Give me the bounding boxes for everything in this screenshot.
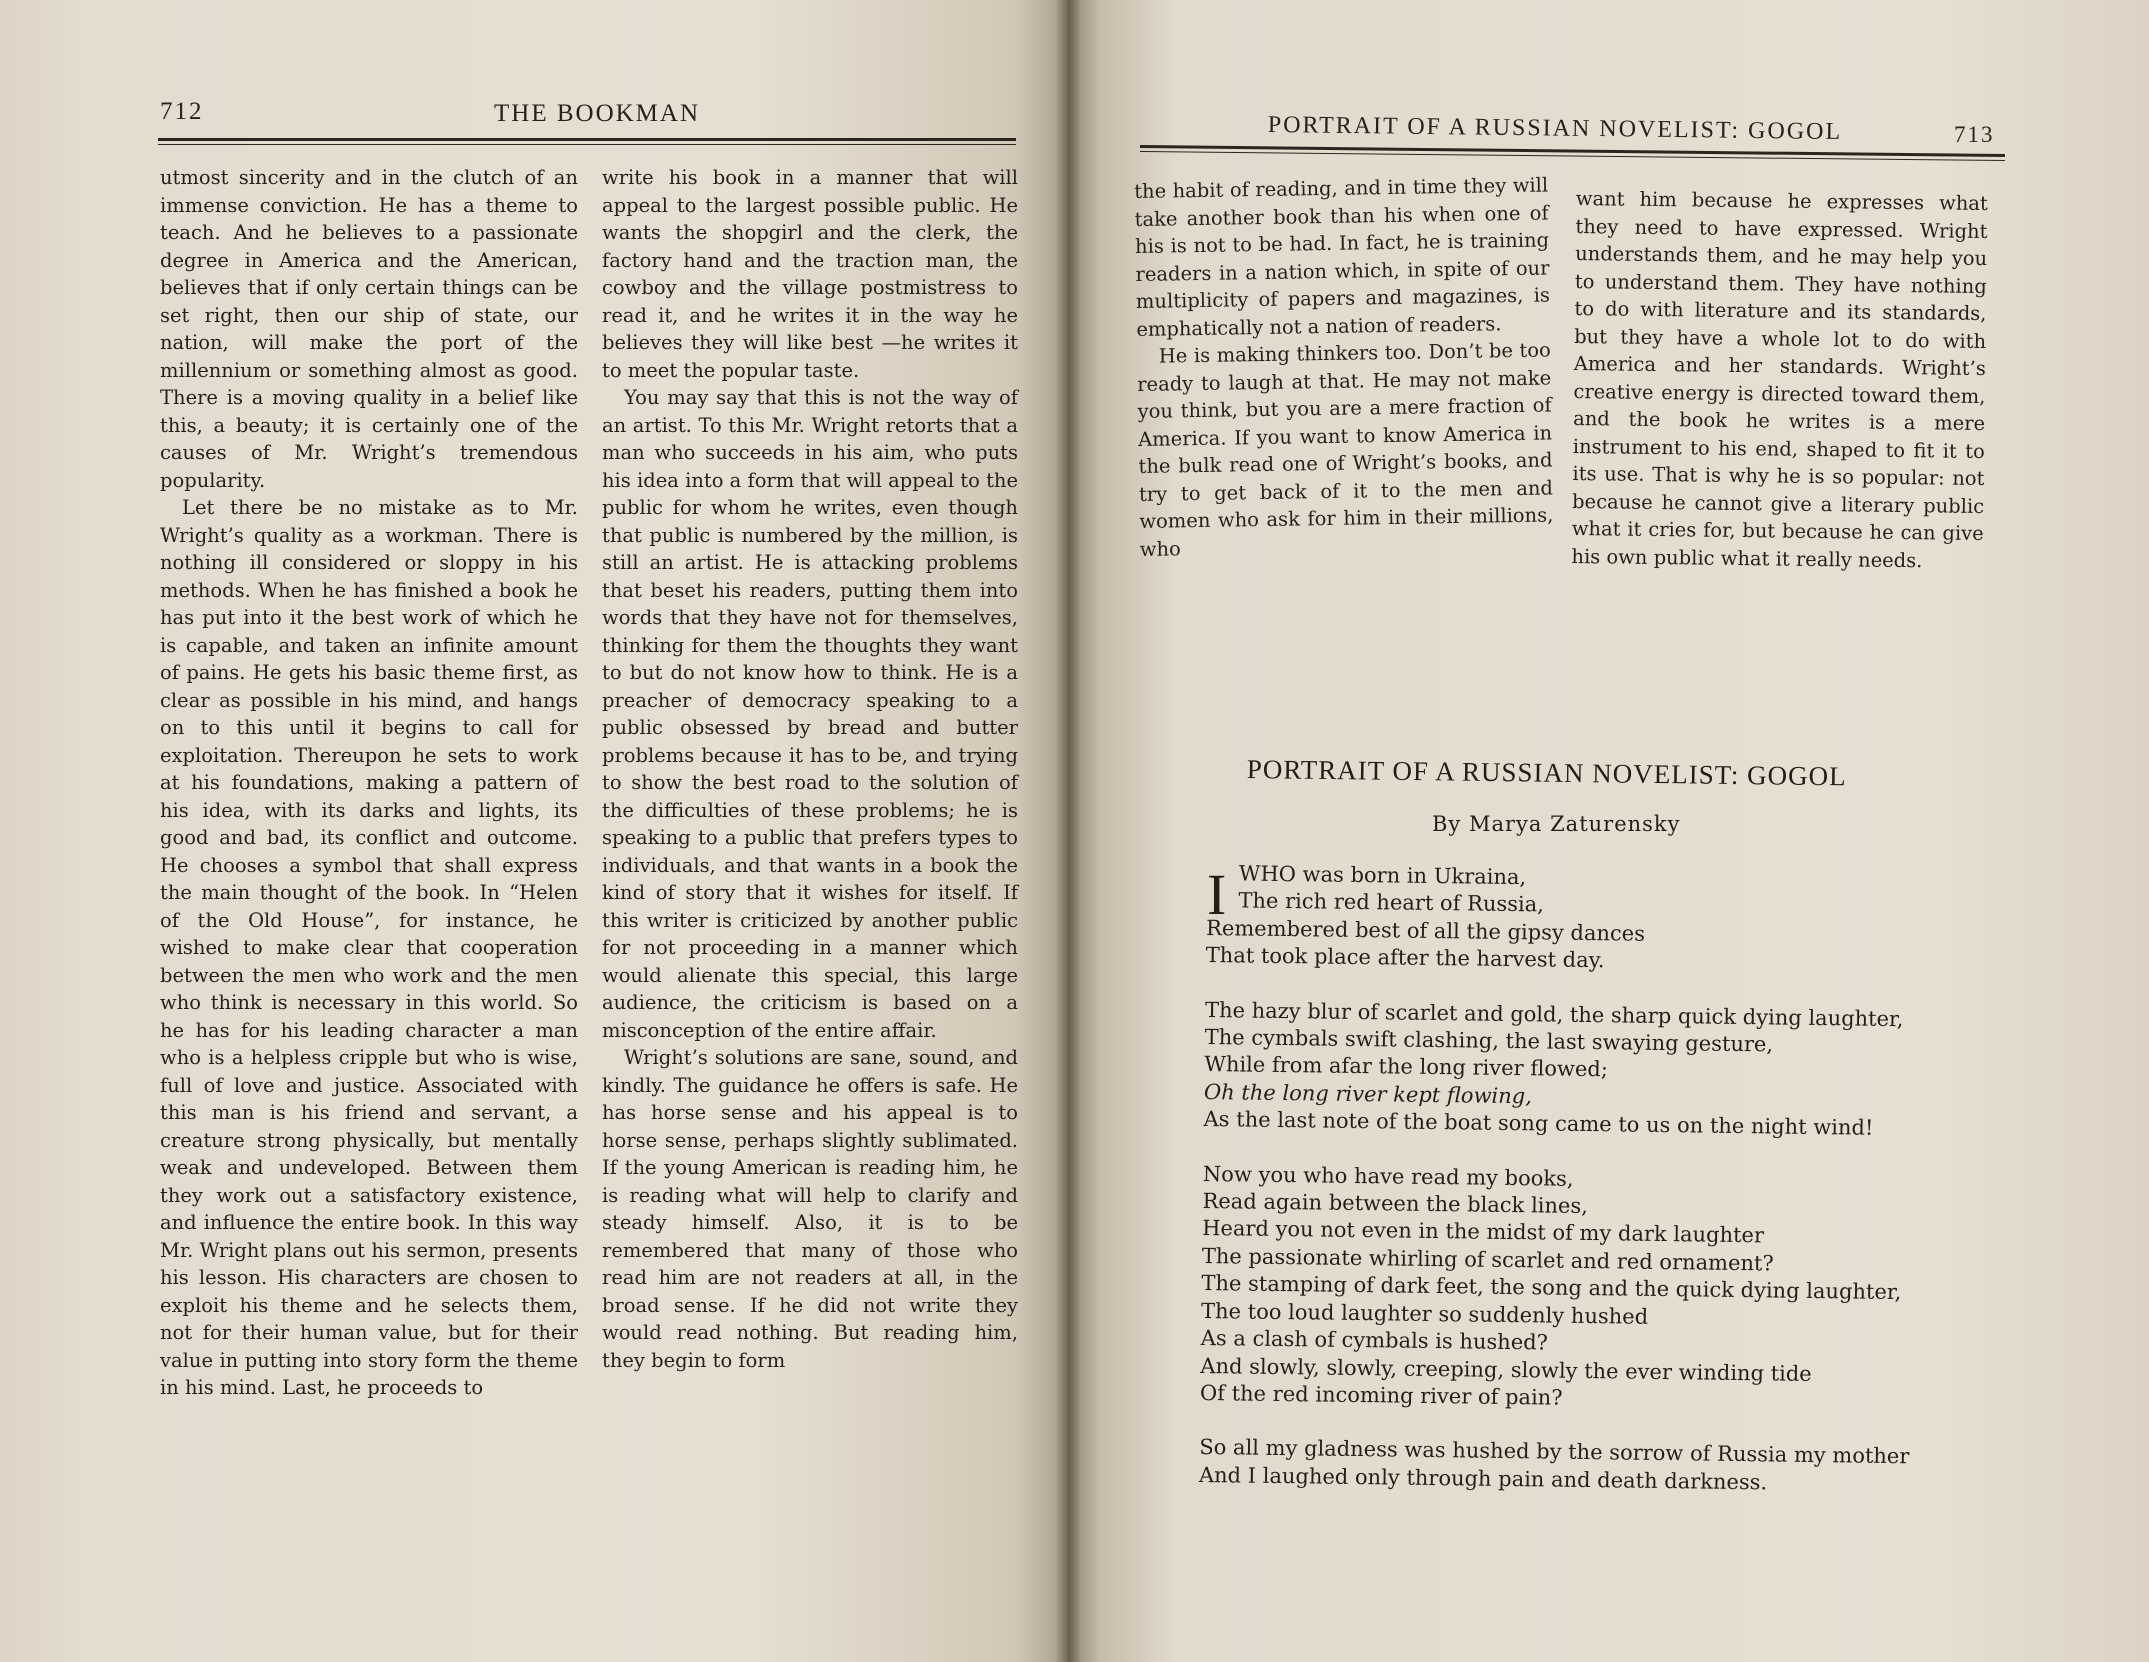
poem-line: Remembered best of all the gipsy dances	[1205, 915, 1646, 946]
paragraph: the habit of reading, and in time they will take another book than his when one of his is not to be had. In fact, he is training readers in a nation which, in spite of our multiplicity of papers and magazines, is emphatically not a nation of readers.	[1134, 173, 1551, 341]
poem-line: The stamping of dark feet, the song and the quick dying laughter,	[1201, 1271, 1902, 1305]
right-page-number: 713	[1954, 122, 1995, 147]
poem-line: So all my gladness was hushed by the sorrow of Russia my mother	[1199, 1435, 1910, 1469]
poem-stanza-3	[1200, 1161, 1963, 1418]
poem-line: Now you who have read my books,	[1202, 1161, 1574, 1191]
poem-line: The hazy blur of scarlet and gold, the sharp quick dying laughter,	[1204, 997, 1904, 1031]
left-column-2	[602, 164, 1018, 1374]
poem-line: WHO was born in Ukraina,	[1238, 861, 1527, 890]
book-gutter	[1055, 0, 1081, 1662]
poem-line: The cymbals swift clashing, the last swaying gesture,	[1204, 1025, 1774, 1057]
paragraph: Wright’s solutions are sane, sound, and kindly. The guidance he offers is safe. He has horse sense and his appeal is to horse sense, perhaps slightly sublimated. If the young American is reading him, he is reading what will help to clarify and steady himself. Also, it is to be remembered that many of those who read him are not readers at all, in the broad sense. If he did not write they would read nothing. But reading him, they begin to form	[602, 1046, 1018, 1372]
paragraph: want him because he expresses what they need to have expressed. Wright understands them, and he may help you to understand them. They have nothing to do with literature and its standards, but they have a whole lot to do with America and her standards. Wright’s creative energy is directed toward them, and the book he writes is a mere instrument to his end, shaped to fit it to its use. That is why he is so popular: not because he cannot give a literary public what it cries for, but because he can give his own public what it really needs.	[1571, 186, 1988, 572]
paragraph: write his book in a manner that will appeal to the largest possible public. He wants the shopgirl and the clerk, the factory hand and the traction man, the cowboy and the village postmistress to read it, and he writes it in the way he believes they will like best —he writes it to meet the popular taste.	[602, 166, 1018, 382]
left-column-1	[160, 164, 578, 1402]
poem-line: The rich red heart of Russia,	[1238, 888, 1545, 917]
poem-stanza-4	[1199, 1434, 1960, 1499]
poem-line: The passionate whirling of scarlet and red ornament?	[1201, 1243, 1774, 1276]
right-running-head: PORTRAIT OF A RUSSIAN NOVELIST: GOGOL	[1267, 112, 1843, 146]
paragraph: You may say that this is not the way of an artist. To this Mr. Wright retorts that a man who succeeds in his aim, who puts his idea into a form that will appeal to the public for whom he writes, even though that public is numbered by the million, is still an artist. He is attacking problems that beset his readers, putting them into words that they have not for themselves, thinking for them the thoughts they want to but do not know how to think. He is a preacher of democracy speaking to a public obsessed by bread and butter problems because it has to be, and trying to show the best road to the solution of the difficulties of these problems; he is speaking to a public that prefers types to individuals, and that wants in a book the kind of story that it wishes for itself. If this writer is criticized by another public for not proceeding in a manner which would alienate this special, this large audience, the criticism is based on a misconception of the entire affair.	[602, 386, 1019, 1042]
left-running-head: THE BOOKMAN	[494, 100, 701, 127]
right-column-1	[1134, 171, 1554, 562]
poem-title: PORTRAIT OF A RUSSIAN NOVELIST: GOGOL	[1246, 754, 1847, 792]
right-column-2	[1571, 185, 1988, 575]
poem-stanza-1	[1206, 860, 1967, 980]
poem-byline: By Marya Zaturensky	[1432, 812, 1681, 836]
poem-line: The too loud laughter so suddenly hushed	[1200, 1298, 1649, 1329]
left-header-rule-thin	[158, 144, 1016, 145]
poem-line: And I laughed only through pain and death darkness.	[1198, 1462, 1768, 1495]
poem-body	[1198, 860, 1967, 1526]
poem-line: Read again between the black lines,	[1202, 1189, 1589, 1219]
poem-line: As the last note of the boat song came to us on the night wind!	[1203, 1107, 1874, 1140]
poem-line: While from afar the long river flowed;	[1204, 1052, 1609, 1082]
drop-cap: I	[1207, 862, 1227, 927]
paragraph: He is making thinkers too. Don’t be too ready to laugh at that. He may not make you think, but you are a mere fraction of America. If you want to know America in the bulk read one of Wright’s books, and try to get back of it to the men and women who ask for him in their millions, who	[1137, 338, 1554, 561]
poem-line: That took place after the harvest day.	[1205, 943, 1605, 973]
paragraph: Let there be no mistake as to Mr. Wright’s quality as a workman. There is nothing ill considered or sloppy in his methods. When he has finished a book he has put into it the best work of which he is capable, and taken an infinite amount of pains. He gets his basic theme first, as clear as possible in his mind, and hangs on to this until it begins to call for exploitation. Thereupon he sets to work at his foundations, making a pattern of his idea, with its darks and lights, its good and bad, its conflict and outcome. He chooses a symbol that shall express the main thought of the book. In “Helen of the Old House”, for instance, he wished to make clear that cooperation between the men who work and the men who think is necessary in this world. So he has for his leading character a man who is a helpless cripple but who is wise, full of love and justice. Associated with this man is his friend and servant, a creature strong physically, but mentally weak and undeveloped. Between them they work out a satisfactory existence, and influence the entire book. In this way Mr. Wright plans out his sermon, presents his lesson. His characters are chosen to exploit his theme and he selects them, not for their human value, but for their value in putting into story form the theme in his mind. Last, he proceeds to	[160, 496, 578, 1399]
poem-line-italic: Oh the long river kept flowing,	[1203, 1079, 1533, 1109]
poem-line: As a clash of cymbals is hushed?	[1200, 1326, 1549, 1355]
paragraph: utmost sincerity and in the clutch of an immense conviction. He has a theme to teach. And he believes to a passionate degree in America and the American, believes that if only certain things can be set right, then our ship of state, our nation, will make the port of the millennium or something almost as good. There is a moving quality in a belief like this, a beauty; it is certainly one of the causes of Mr. Wright’s tremendous popularity.	[160, 166, 578, 492]
left-header-rule	[158, 138, 1016, 141]
poem-line: Of the red incoming river of pain?	[1199, 1380, 1563, 1410]
poem-line: And slowly, slowly, creeping, slowly the ever winding tide	[1200, 1353, 1812, 1386]
poem-stanza-2	[1203, 997, 1965, 1144]
left-page-number: 712	[160, 98, 204, 125]
poem-line: Heard you not even in the midst of my dark laughter	[1202, 1216, 1765, 1248]
